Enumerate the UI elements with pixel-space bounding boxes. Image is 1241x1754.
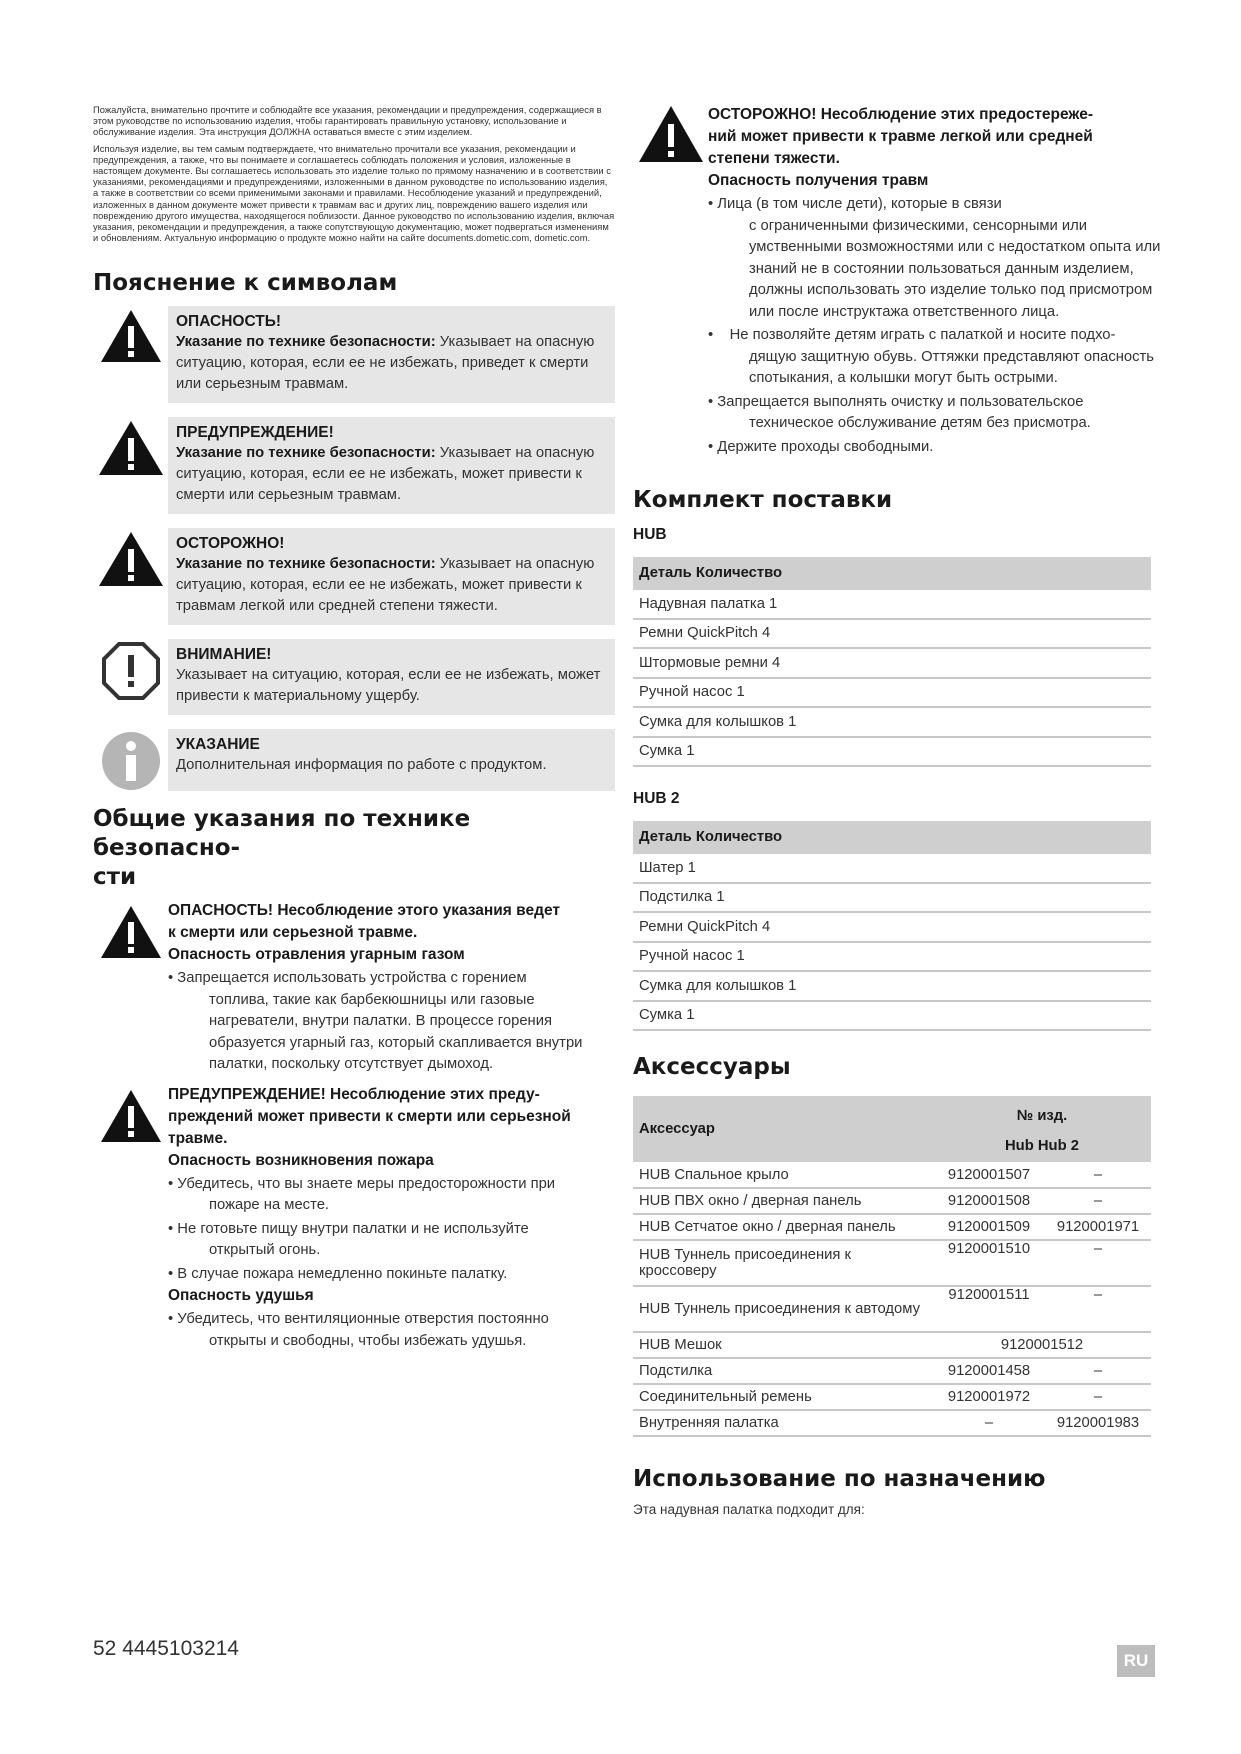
safety-danger-body xyxy=(168,900,615,1076)
intro-text xyxy=(93,104,615,243)
hub2-title: HUB 2 xyxy=(633,790,680,807)
symbol-text: Указание по технике безопасности: Указывает на опасную ситуацию, которая, если ее не избежать, может привести к травмам легкой или средней степени тяжести. xyxy=(176,556,595,615)
table-row xyxy=(633,942,1151,972)
safety-heading-line-2: сти xyxy=(93,864,137,891)
accessory-hub-number: 9120001510 xyxy=(933,1240,1045,1286)
symbol-title: ПРЕДУПРЕЖДЕНИЕ! xyxy=(176,424,334,442)
accessory-name: HUB Мешок xyxy=(633,1332,933,1358)
accessory-row xyxy=(633,1286,1151,1332)
table-cell: Сумка 1 xyxy=(633,737,1151,767)
table-row xyxy=(633,912,1151,942)
table-row xyxy=(633,883,1151,913)
table-row xyxy=(633,1001,1151,1031)
accessory-name: Соединительный ремень xyxy=(633,1384,933,1410)
table-cell: Ремни QuickPitch 4 xyxy=(633,912,1151,942)
hazard-subheading: Опасность получения травм xyxy=(708,172,929,189)
left-column xyxy=(93,104,615,1360)
danger-triangle-icon xyxy=(93,900,168,1076)
bullet-item: • Запрещается использовать устройства с горением топлива, такие как барбекюшницы или газовые нагреватели, внутри палатки. В процессе горения образуется угарный газ, который скапливается внутри палатки, поскольку отсутствует дымоход. xyxy=(168,970,583,1073)
symbol-title: УКАЗАНИЕ xyxy=(176,736,260,754)
accessory-row xyxy=(633,1188,1151,1214)
accessory-row xyxy=(633,1162,1151,1188)
symbol-caution xyxy=(93,528,615,625)
warning-lead-line: ний может привести к травме легкой или средней xyxy=(708,128,1093,145)
table-row xyxy=(633,853,1151,883)
table-cell: Сумка для колышков 1 xyxy=(633,707,1151,737)
hazard-subheading: Опасность отравления угарным газом xyxy=(168,946,465,964)
warning-triangle-icon xyxy=(93,1084,168,1353)
accessory-item-number: 9120001512 xyxy=(933,1332,1151,1358)
symbol-text: Указывает на ситуацию, которая, если ее не избежать, может привести к материальному ущербу. xyxy=(176,667,601,705)
symbol-notice xyxy=(93,639,615,715)
accessories-table xyxy=(633,1096,1151,1437)
accessory-hub-number: 9120001972 xyxy=(933,1384,1045,1410)
table-row xyxy=(633,971,1151,1001)
warning-lead-line: ОСТОРОЖНО! Несоблюдение этих предостереже- xyxy=(708,106,1093,123)
accessory-row xyxy=(633,1410,1151,1436)
accessory-row xyxy=(633,1240,1151,1286)
accessory-hub2-number: 9120001983 xyxy=(1045,1410,1151,1436)
bullet-item: • Убедитесь, что вентиляционные отверстия постоянно открыты и свободны, чтобы избежать удушья. xyxy=(168,1311,549,1349)
hub2-parts-table xyxy=(633,821,1151,1031)
symbol-info-box xyxy=(168,729,615,791)
accessory-hub2-number: – xyxy=(1045,1384,1151,1410)
accessory-hub-number: 9120001458 xyxy=(933,1358,1045,1384)
accessory-name: Внутренняя палатка xyxy=(633,1410,933,1436)
accessory-hub-number: 9120001508 xyxy=(933,1188,1045,1214)
symbol-title: ВНИМАНИЕ! xyxy=(176,646,272,664)
warning-lead-line: к смерти или серьезной травме. xyxy=(168,924,418,942)
item-number-column-header: № изд. xyxy=(933,1096,1151,1129)
table-row xyxy=(633,737,1151,767)
table-header: Деталь Количество xyxy=(633,557,1151,589)
accessory-hub-number: 9120001507 xyxy=(933,1162,1045,1188)
accessories-heading: Аксессуары xyxy=(633,1054,791,1080)
symbol-title: ОПАСНОСТЬ! xyxy=(176,313,282,331)
caution-triangle-icon xyxy=(633,104,708,458)
accessory-name: HUB Спальное крыло xyxy=(633,1162,933,1188)
bullet-item: • Запрещается выполнять очистку и пользовательское техническое обслуживание детям без присмотра. xyxy=(708,393,1091,431)
caution-body xyxy=(708,104,1163,458)
symbol-danger xyxy=(93,306,615,403)
symbol-notice-box xyxy=(168,639,615,715)
table-cell: Подстилка 1 xyxy=(633,883,1151,913)
table-cell: Штормовые ремни 4 xyxy=(633,648,1151,678)
table-row xyxy=(633,678,1151,708)
notice-octagon-icon xyxy=(93,639,168,715)
accessory-name: Подстилка xyxy=(633,1358,933,1384)
symbol-title: ОСТОРОЖНО! xyxy=(176,535,285,553)
symbol-text: Указание по технике безопасности: Указывает на опасную ситуацию, которая, если ее не избежать, приведет к смерти или серьезным травмам. xyxy=(176,334,595,393)
bullet-item: • Лица (в том числе дети), которые в связи с ограниченными физическими, сенсорными или умственными возможностями или с недостатком опыта или знаний не в состоянии пользоваться данным изделием, должны использовать это изделие только под присмотром или после инструктажа ответственного лица. xyxy=(708,196,1161,320)
accessory-hub-number: 9120001509 xyxy=(933,1214,1045,1240)
symbol-warning xyxy=(93,417,615,514)
accessory-row xyxy=(633,1332,1151,1358)
warning-lead-line: степени тяжести. xyxy=(708,150,840,167)
caution-triangle-icon xyxy=(93,528,168,625)
table-row xyxy=(633,707,1151,737)
symbol-info xyxy=(93,729,615,791)
accessory-name: HUB ПВХ окно / дверная панель xyxy=(633,1188,933,1214)
language-badge: RU xyxy=(1117,1645,1155,1677)
warning-lead-line: ОПАСНОСТЬ! Несоблюдение этого указания ведет xyxy=(168,902,560,920)
accessory-row xyxy=(633,1214,1151,1240)
symbol-caution-box xyxy=(168,528,615,625)
warning-lead-line: травме. xyxy=(168,1129,228,1147)
safety-heading-line-1: Общие указания по технике безопасно- xyxy=(93,806,471,862)
table-cell: Ручной насос 1 xyxy=(633,942,1151,972)
accessory-row xyxy=(633,1358,1151,1384)
delivery-heading: Комплект поставки xyxy=(633,487,893,513)
page-number: 52 4445103214 xyxy=(93,1637,239,1660)
table-header: Деталь Количество xyxy=(633,821,1151,853)
table-cell: Шатер 1 xyxy=(633,853,1151,883)
accessory-hub2-number: – xyxy=(1045,1286,1151,1332)
table-cell: Ремни QuickPitch 4 xyxy=(633,619,1151,649)
accessory-name: HUB Туннель присоединения к автодому xyxy=(633,1286,933,1332)
table-cell: Ручной насос 1 xyxy=(633,678,1151,708)
accessory-hub2-number: – xyxy=(1045,1162,1151,1188)
accessory-name: HUB Сетчатое окно / дверная панель xyxy=(633,1214,933,1240)
hazard-subheading: Опасность возникновения пожара xyxy=(168,1151,434,1169)
warning-lead-line: преждений может привести к смерти или серьезной xyxy=(168,1107,571,1125)
hub-title: HUB xyxy=(633,526,667,543)
bullet-item: • Не позволяйте детям играть с палаткой и носите подхо- дящую защитную обувь. Оттяжки представляют опасность спотыкания, а колышки могут быть острыми. xyxy=(708,327,1154,386)
intro-paragraph-1: Пожалуйста, внимательно прочтите и соблюдайте все указания, рекомендации и предупреждения, содержащиеся в этом руководстве по использованию изделия, чтобы гарантировать правильную установку, использование и обслуживание изделия. Эта инструкция ДОЛЖНА оставаться вместе с этим изделием. xyxy=(93,104,602,138)
accessory-hub2-number: 9120001971 xyxy=(1045,1214,1151,1240)
usage-heading: Использование по назначению xyxy=(633,1466,1046,1492)
table-cell: Сумка 1 xyxy=(633,1001,1151,1031)
bullet-item: • Убедитесь, что вы знаете меры предосторожности при пожаре на месте. xyxy=(168,1175,556,1214)
symbol-danger-box xyxy=(168,306,615,403)
danger-triangle-icon xyxy=(93,306,168,403)
hub-parts-table xyxy=(633,557,1151,767)
bullet-item: • В случае пожара немедленно покиньте палатку. xyxy=(168,1265,508,1282)
warning-triangle-icon xyxy=(93,417,168,514)
models-column-header: Hub Hub 2 xyxy=(933,1129,1151,1162)
accessory-name: HUB Туннель присоединения к кроссоверу xyxy=(633,1240,933,1286)
table-row xyxy=(633,619,1151,649)
safety-warning-block xyxy=(93,1084,615,1353)
table-cell: Надувная палатка 1 xyxy=(633,589,1151,619)
symbol-warning-box xyxy=(168,417,615,514)
safety-warning-body xyxy=(168,1084,615,1353)
symbol-text: Указание по технике безопасности: Указывает на опасную ситуацию, которая, если ее не избежать, может привести к смерти или серьезным травмам. xyxy=(176,445,595,504)
table-cell: Сумка для колышков 1 xyxy=(633,971,1151,1001)
symbol-text: Дополнительная информация по работе с продуктом. xyxy=(176,757,547,774)
table-row xyxy=(633,648,1151,678)
usage-text: Эта надувная палатка подходит для: xyxy=(633,1502,865,1517)
safety-danger-block xyxy=(93,900,615,1076)
symbols-heading: Пояснение к символам xyxy=(93,270,398,297)
intro-paragraph-2: Используя изделие, вы тем самым подтверждаете, что внимательно прочитали все указания, рекомендации и предупреждения, а также, что вы понимаете и соглашаетесь соблюдать положения и условия, изложенные в настоящем документе. Вы соглашаетесь использовать это изделие только по прямому назначению и в соответствии с указаниями, рекомендациями и предупреждениями, изложенными в данном руководстве по использованию изделия, а также в соответствии со всеми применимыми законами и правилами. Несоблюдение указаний и предупреждений, изложенных в данном документе может привести к травмам вас и других лиц, повреждению вашего изделия или повреждению другого имущества, находящегося поблизости. Данное руководство по использованию изделия, включая указания, рекомендации и предупреждения, а также сопутствующую документацию, может подвергаться изменениям и обновлениям. Актуальную информацию о продукте можно найти на сайте documents.dometic.com, dometic.com. xyxy=(93,142,615,244)
accessory-hub-number: 9120001511 xyxy=(933,1286,1045,1332)
accessory-hub2-number: – xyxy=(1045,1358,1151,1384)
accessory-hub2-number: – xyxy=(1045,1188,1151,1214)
right-column xyxy=(633,104,1163,1517)
bullet-item: • Не готовьте пищу внутри палатки и не используйте открытый огонь. xyxy=(168,1220,529,1259)
accessory-column-header: Аксессуар xyxy=(633,1096,933,1162)
hazard-subheading: Опасность удушья xyxy=(168,1287,314,1305)
info-circle-icon xyxy=(93,729,168,791)
bullet-item: • Держите проходы свободными. xyxy=(708,438,934,455)
accessory-hub-number: – xyxy=(933,1410,1045,1436)
accessory-hub2-number: – xyxy=(1045,1240,1151,1286)
table-row xyxy=(633,589,1151,619)
accessory-row xyxy=(633,1384,1151,1410)
warning-lead-line: ПРЕДУПРЕЖДЕНИЕ! Несоблюдение этих преду- xyxy=(168,1085,540,1103)
safety-heading xyxy=(93,805,615,892)
caution-block xyxy=(633,104,1163,458)
